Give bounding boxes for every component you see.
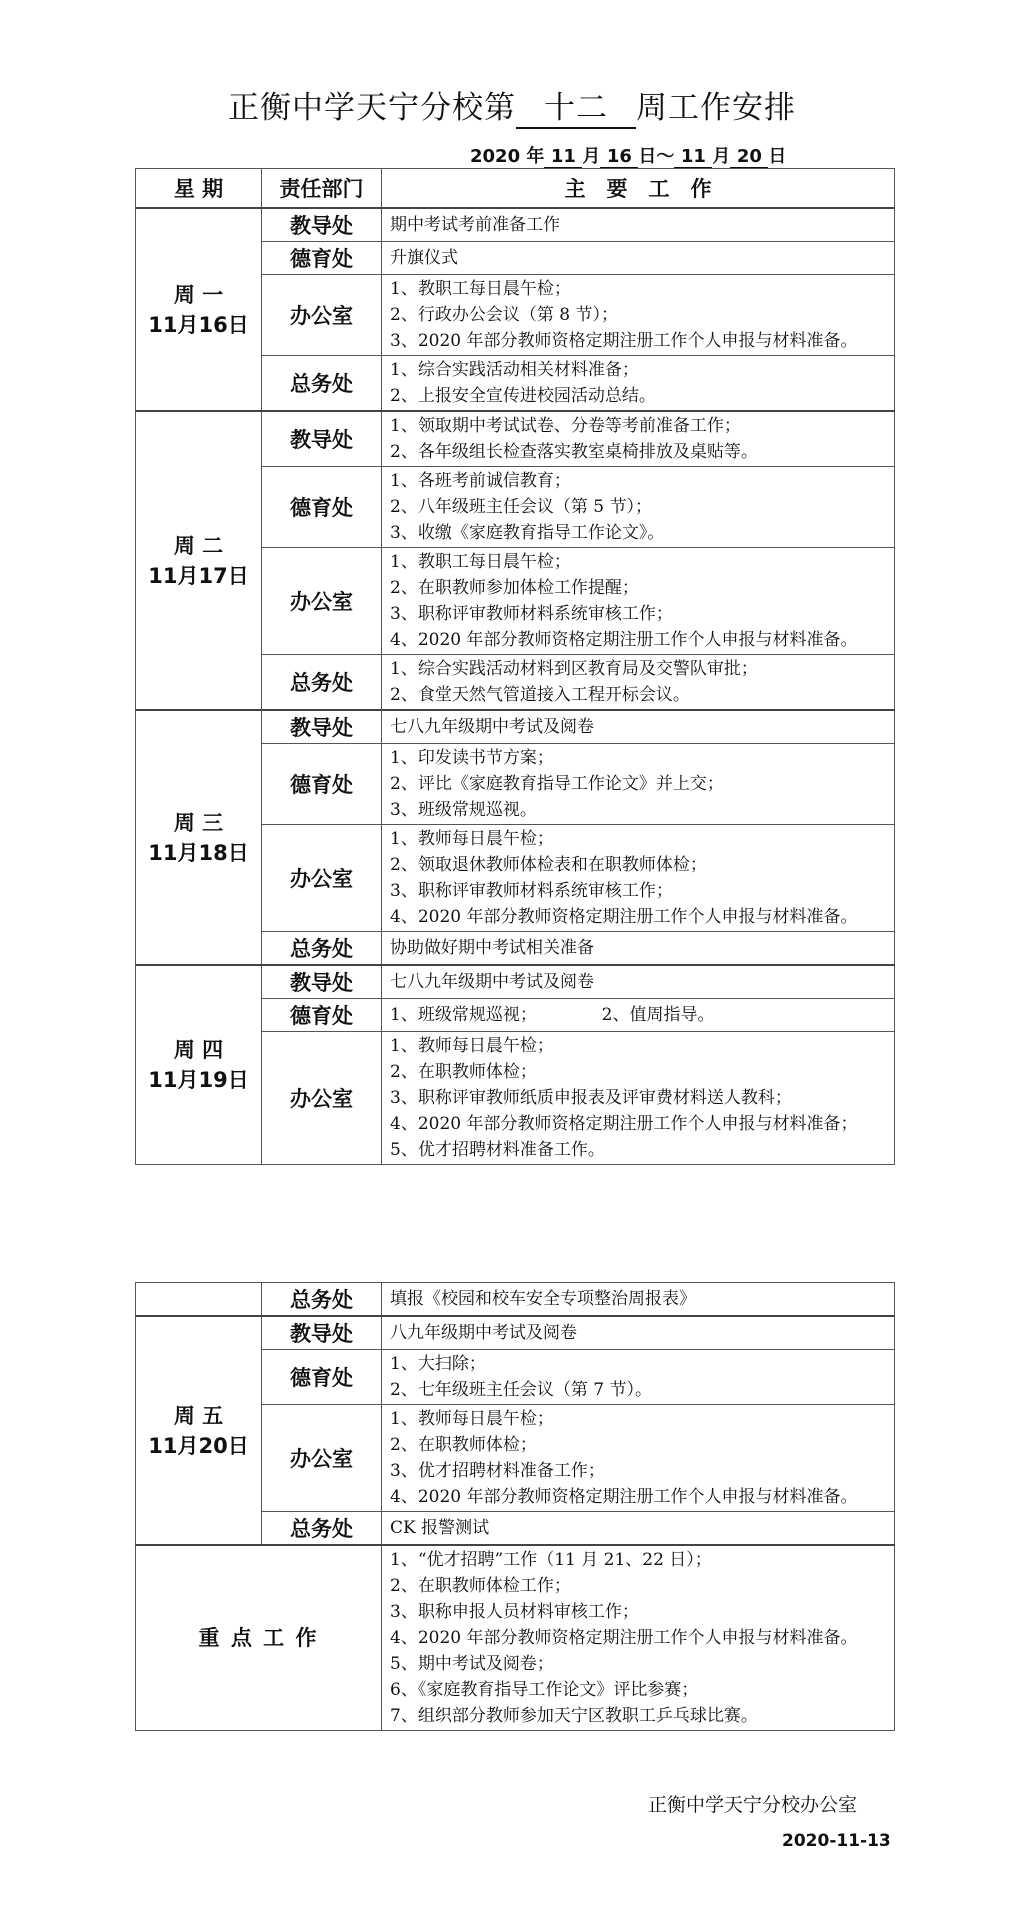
dept-cell: 德育处	[262, 744, 382, 825]
work-item: 2、七年级班主任会议（第 7 节）。	[390, 1380, 652, 1400]
table-header-row	[136, 169, 895, 209]
work-item: 4、2020 年部分教师资格定期注册工作个人申报与材料准备。	[390, 1628, 858, 1648]
work-cell	[382, 356, 895, 412]
work-item: 3、收缴《家庭教育指导工作论文》。	[390, 523, 665, 543]
dept-cell: 德育处	[262, 1350, 382, 1405]
work-cell	[382, 825, 895, 932]
work-item: 3、职称评审教师纸质申报表及评审费材料送人教科；	[390, 1088, 792, 1108]
work-item: 期中考试考前准备工作	[390, 215, 560, 235]
work-cell	[382, 467, 895, 548]
dept-cell: 总务处	[262, 356, 382, 412]
work-cell	[382, 242, 895, 275]
work-cell	[382, 655, 895, 711]
work-item: 2、上报安全宣传进校园活动总结。	[390, 386, 656, 406]
work-cell	[382, 965, 895, 999]
work-cell	[382, 1350, 895, 1405]
work-item: 1、教师每日晨午检；	[390, 1036, 554, 1056]
day-date: 11月17日	[148, 563, 249, 588]
work-item: 七八九年级期中考试及阅卷	[390, 717, 594, 737]
dept-cell: 总务处	[262, 655, 382, 711]
work-item: 1、综合实践活动材料到区教育局及交警队审批；	[390, 659, 758, 679]
work-item: 1、教职工每日晨午检；	[390, 279, 571, 299]
work-item: 1、领取期中考试试卷、分卷等考前准备工作；	[390, 416, 741, 436]
date-range	[470, 142, 786, 168]
dept-cell: 办公室	[262, 1032, 382, 1165]
day-label: 周 三	[173, 810, 224, 835]
key-work-row	[136, 1545, 895, 1731]
work-item: 7、组织部分教师参加天宁区教职工乒乓球比赛。	[390, 1706, 758, 1726]
day-cell	[136, 965, 262, 1165]
work-cell	[382, 208, 895, 242]
work-item: 填报《校园和校车安全专项整治周报表》	[390, 1289, 696, 1309]
key-work-label: 重 点 工 作	[136, 1545, 382, 1731]
work-item: 2、在职教师体检；	[390, 1435, 537, 1455]
work-item: 5、优才招聘材料准备工作。	[390, 1140, 605, 1160]
work-item: 3、职称申报人员材料审核工作；	[390, 1602, 639, 1622]
date-month-unit-2: 月	[712, 146, 731, 167]
dept-cell: 德育处	[262, 242, 382, 275]
schedule-table-page1	[135, 168, 895, 1165]
footer-date: 2020-11-13	[782, 1831, 891, 1851]
dept-cell: 教导处	[262, 965, 382, 999]
work-item: 5、期中考试及阅卷；	[390, 1654, 554, 1674]
date-start-day: 16	[600, 146, 638, 168]
dept-cell: 教导处	[262, 411, 382, 467]
work-item: 2、食堂天然气管道接入工程开标会议。	[390, 685, 690, 705]
work-item: 3、优才招聘材料准备工作；	[390, 1461, 605, 1481]
schedule-table-page2	[135, 1282, 895, 1731]
day-date: 11月16日	[148, 312, 249, 337]
dept-cell: 德育处	[262, 999, 382, 1032]
work-item: 七八九年级期中考试及阅卷	[390, 972, 594, 992]
work-item: 1、教职工每日晨午检；	[390, 552, 571, 572]
header-dept: 责任部门	[262, 169, 382, 209]
work-item: 4、2020 年部分教师资格定期注册工作个人申报与材料准备。	[390, 630, 858, 650]
dept-cell: 办公室	[262, 548, 382, 655]
work-item: 2、行政办公会议（第 8 节）；	[390, 305, 618, 325]
work-item: 4、2020 年部分教师资格定期注册工作个人申报与材料准备；	[390, 1114, 858, 1134]
work-cell	[382, 548, 895, 655]
header-day: 星 期	[136, 169, 262, 209]
work-cell	[382, 275, 895, 356]
dept-cell: 德育处	[262, 467, 382, 548]
day-label: 周 五	[173, 1403, 224, 1428]
title-prefix: 正衡中学天宁分校第	[228, 90, 516, 126]
work-cell	[382, 1405, 895, 1512]
work-cell	[382, 744, 895, 825]
date-day-unit-1: 日	[638, 146, 657, 167]
work-cell	[382, 1283, 895, 1317]
work-item: 1、印发读书节方案；	[390, 748, 554, 768]
page-title	[0, 82, 1024, 129]
day-cell	[136, 1316, 262, 1545]
date-year: 2020	[470, 146, 521, 167]
work-item: 3、2020 年部分教师资格定期注册工作个人申报与材料准备。	[390, 331, 858, 351]
day-label: 周 一	[173, 282, 224, 307]
title-week-number: 十二	[516, 82, 636, 129]
table-row	[136, 710, 895, 744]
work-item: 升旗仪式	[390, 248, 458, 268]
footer-organization: 正衡中学天宁分校办公室	[648, 1794, 858, 1816]
day-cell	[136, 208, 262, 411]
work-item: 3、职称评审教师材料系统审核工作；	[390, 881, 673, 901]
day-label: 周 四	[173, 1038, 224, 1062]
dept-cell: 总务处	[262, 932, 382, 966]
work-item: 2、各年级组长检查落实教室桌椅排放及桌贴等。	[390, 442, 758, 462]
header-work: 主 要 工 作	[382, 169, 895, 209]
empty-day-cell	[136, 1283, 262, 1317]
work-cell	[382, 932, 895, 966]
work-item: 1、教师每日晨午检；	[390, 829, 554, 849]
dept-cell: 教导处	[262, 1316, 382, 1350]
dept-cell: 总务处	[262, 1512, 382, 1546]
date-separator: ～	[656, 146, 675, 167]
day-cell	[136, 710, 262, 965]
table-row	[136, 208, 895, 242]
table-row	[136, 411, 895, 467]
work-cell	[382, 999, 895, 1032]
dept-cell: 教导处	[262, 710, 382, 744]
day-label: 周 二	[173, 533, 224, 558]
work-item: 1、大扫除；	[390, 1354, 486, 1374]
work-item: 协助做好期中考试相关准备	[390, 938, 594, 958]
dept-cell: 总务处	[262, 1283, 382, 1317]
work-item: 4、2020 年部分教师资格定期注册工作个人申报与材料准备。	[390, 907, 858, 927]
work-cell	[382, 1316, 895, 1350]
day-cell	[136, 411, 262, 710]
work-item: 1、“优才招聘”工作（11 月 21、22 日）；	[390, 1550, 712, 1570]
date-day-unit-2: 日	[768, 146, 787, 167]
day-date: 11月18日	[148, 840, 249, 865]
work-item: 2、在职教师参加体检工作提醒；	[390, 578, 639, 598]
table-row	[136, 1316, 895, 1350]
work-item: 3、班级常规巡视。	[390, 800, 537, 820]
work-item: 2、评比《家庭教育指导工作论文》并上交；	[390, 774, 724, 794]
work-cell	[382, 1512, 895, 1546]
work-item: CK 报警测试	[390, 1518, 490, 1538]
work-item: 2、在职教师体检工作；	[390, 1576, 571, 1596]
work-item: 3、职称评审教师材料系统审核工作；	[390, 604, 673, 624]
work-cell	[382, 1545, 895, 1731]
work-item: 八九年级期中考试及阅卷	[390, 1323, 577, 1343]
day-date: 11月20日	[148, 1433, 249, 1458]
title-suffix: 周工作安排	[636, 90, 796, 126]
work-cell	[382, 1032, 895, 1165]
day-date: 11月19日	[148, 1068, 249, 1092]
work-item: 1、各班考前诚信教育；	[390, 471, 571, 491]
dept-cell: 教导处	[262, 208, 382, 242]
date-year-unit: 年	[526, 146, 545, 167]
work-item: 4、2020 年部分教师资格定期注册工作个人申报与材料准备。	[390, 1487, 858, 1507]
work-item: 2、领取退休教师体检表和在职教师体检；	[390, 855, 707, 875]
date-month-unit-1: 月	[582, 146, 601, 167]
work-item: 2、八年级班主任会议（第 5 节）；	[390, 497, 652, 517]
work-item: 1、班级常规巡视； 2、值周指导。	[390, 1005, 715, 1025]
work-item: 1、综合实践活动相关材料准备；	[390, 360, 639, 380]
work-item: 1、教师每日晨午检；	[390, 1409, 554, 1429]
date-end-day: 20	[730, 146, 768, 168]
table-row	[136, 965, 895, 999]
work-item: 2、在职教师体检；	[390, 1062, 537, 1082]
date-end-month: 11	[674, 146, 712, 168]
dept-cell: 办公室	[262, 1405, 382, 1512]
work-cell	[382, 411, 895, 467]
dept-cell: 办公室	[262, 275, 382, 356]
work-item: 6、《家庭教育指导工作论文》评比参赛；	[390, 1680, 699, 1700]
work-cell	[382, 710, 895, 744]
dept-cell: 办公室	[262, 825, 382, 932]
date-start-month: 11	[544, 146, 582, 168]
table-row	[136, 1283, 895, 1317]
